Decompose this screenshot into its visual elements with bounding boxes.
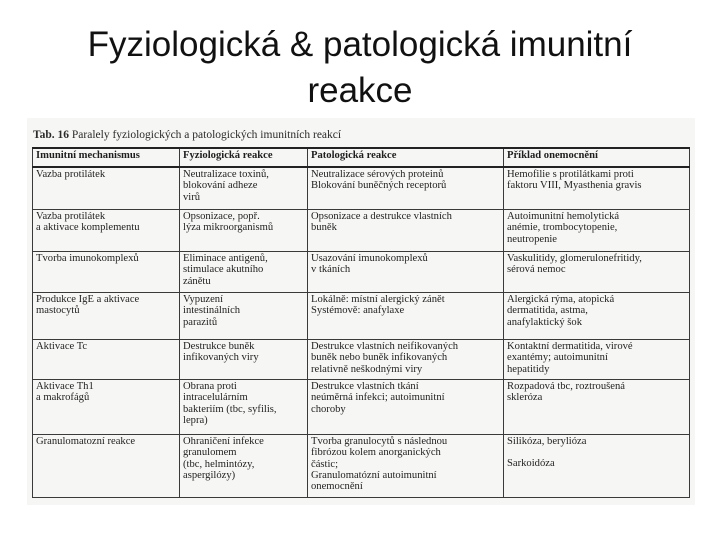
cell-pathological (308, 380, 504, 435)
cell-pathological (308, 210, 504, 252)
cell-line: exantémy; autoimunitní (507, 352, 608, 364)
cell-line: sérová nemoc (507, 264, 566, 276)
cell-line: skleróza (507, 392, 543, 404)
cell-mechanism (33, 210, 180, 252)
cell-line: Granulomatozní reakce (36, 436, 136, 447)
cell-line: mastocytů (36, 305, 80, 317)
table-row (33, 340, 690, 380)
cell-line: Vazba protilátek (36, 211, 106, 222)
cell-line: Lokálně: místní alergický zánět (311, 294, 445, 305)
cell-line: Tvorba granulocytů s následnou (311, 436, 448, 447)
cell-line: onemocnění (311, 481, 363, 493)
table-row (33, 293, 690, 340)
cell-example (504, 210, 690, 252)
cell-physiological (180, 167, 308, 210)
cell-mechanism (33, 167, 180, 210)
cell-example (504, 380, 690, 435)
cell-physiological (180, 435, 308, 498)
cell-line: buněk nebo buněk infikovaných (311, 352, 448, 364)
cell-line: Silikóza, berylióza (507, 436, 587, 447)
table-caption-text: Paralely fyziologických a patologických imunitních reakcí (71, 129, 342, 141)
cell-line: granulomem (183, 447, 237, 459)
cell-line: parazitů (183, 316, 218, 328)
cell-pathological (308, 435, 504, 498)
cell-line: buněk (311, 222, 337, 234)
cell-pathological (308, 167, 504, 210)
cell-line: anafylaktický šok (507, 316, 583, 328)
cell-line: Destrukce vlastních tkání (311, 381, 419, 392)
cell-line: relativně neškodnými viry (311, 363, 423, 375)
table-caption (33, 129, 341, 141)
cell-spacer (507, 447, 687, 458)
cell-physiological (180, 340, 308, 380)
cell-mechanism (33, 380, 180, 435)
cell-pathological (308, 252, 504, 293)
cell-example (504, 167, 690, 210)
header-mechanism: Imunitní mechanismus (33, 148, 180, 167)
cell-pathological (308, 293, 504, 340)
cell-line: infikovaných viry (183, 352, 259, 364)
cell-line: Kontaktní dermatitida, virové (507, 341, 633, 352)
cell-line: a makrofágů (36, 392, 90, 404)
cell-line: Autoimunitní hemolytická (507, 211, 620, 222)
scanned-table-image (27, 118, 695, 505)
cell-physiological (180, 252, 308, 293)
cell-physiological (180, 293, 308, 340)
table-row (33, 435, 690, 498)
header-example: Příklad onemocnění (504, 148, 690, 167)
cell-line: Blokování buněčných receptorů (311, 180, 447, 192)
cell-line: Ohraničení infekce (183, 436, 264, 447)
cell-line: neutropenie (507, 233, 558, 245)
cell-mechanism (33, 252, 180, 293)
cell-line: Vaskulitidy, glomerulonefritidy, (507, 253, 642, 264)
cell-line: Usazování imunokomplexů (311, 253, 428, 264)
cell-line: Neutralizace sérových proteinů (311, 169, 444, 180)
table-row (33, 380, 690, 435)
table-row (33, 167, 690, 210)
cell-line: lýza mikroorganismů (183, 222, 274, 234)
table-row (33, 210, 690, 252)
cell-line: fibrózou kolem anorganických (311, 447, 441, 459)
cell-example (504, 293, 690, 340)
cell-line: faktoru VIII, Myasthenia gravis (507, 180, 642, 192)
table-row (33, 252, 690, 293)
immune-reactions-table (32, 147, 690, 498)
header-physiological: Fyziologická reakce (180, 148, 308, 167)
cell-line: lepra) (183, 414, 208, 426)
cell-line: Rozpadová tbc, roztroušená (507, 381, 625, 392)
cell-example (504, 340, 690, 380)
cell-physiological (180, 380, 308, 435)
cell-mechanism (33, 293, 180, 340)
cell-line: virů (183, 191, 201, 203)
cell-mechanism (33, 340, 180, 380)
cell-line: hepatitidy (507, 363, 550, 375)
cell-example (504, 435, 690, 498)
cell-line: Destrukce buněk (183, 341, 255, 352)
cell-line: (tbc, helmintózy, (183, 458, 255, 470)
slide-title (40, 22, 680, 114)
cell-line: choroby (311, 403, 346, 415)
cell-pathological (308, 340, 504, 380)
table-header-row (33, 148, 690, 167)
cell-line: Produkce IgE a aktivace (36, 294, 140, 305)
cell-line: Opsonizace a destrukce vlastních (311, 211, 452, 222)
cell-line: Destrukce vlastních neifikovaných (311, 341, 459, 352)
cell-line: zánětu (183, 275, 211, 287)
cell-example (504, 252, 690, 293)
cell-line: Systémově: anafylaxe (311, 305, 405, 317)
cell-line: Hemofilie s protilátkami proti (507, 169, 634, 180)
cell-line: v tkáních (311, 264, 351, 276)
cell-line: Alergická rýma, atopická (507, 294, 615, 305)
cell-line: neúměrná infekci; autoimunitní (311, 392, 445, 404)
table-caption-label: Tab. 16 (33, 129, 70, 141)
cell-mechanism (33, 435, 180, 498)
header-pathological: Patologická reakce (308, 148, 504, 167)
cell-line: Aktivace Tc (36, 341, 88, 352)
cell-line: částic; (311, 458, 339, 470)
cell-line: Granulomatózní autoimunitní (311, 469, 437, 481)
cell-line: Aktivace Th1 (36, 381, 94, 392)
cell-line: anémie, trombocytopenie, (507, 222, 618, 234)
cell-line: Opsonizace, popř. (183, 211, 260, 222)
cell-line: Vypuzení (183, 294, 224, 305)
cell-line: intracelulárním (183, 392, 248, 404)
cell-physiological (180, 210, 308, 252)
cell-line: aspergilózy) (183, 469, 236, 481)
cell-line: bakteriím (tbc, syfilis, (183, 403, 277, 415)
cell-line: Vazba protilátek (36, 169, 106, 180)
cell-line: Eliminace antigenů, (183, 253, 268, 264)
cell-line: Tvorba imunokomplexů (36, 253, 139, 264)
cell-line: Neutralizace toxinů, (183, 169, 269, 180)
slide-title-text: Fyziologická & patologická imunitní reakce (87, 25, 633, 110)
cell-line: blokování adheze (183, 180, 258, 192)
cell-line: stimulace akutního (183, 264, 264, 276)
cell-line: dermatitida, astma, (507, 305, 588, 317)
cell-line: a aktivace komplementu (36, 222, 140, 234)
cell-line: Sarkoidóza (507, 458, 555, 470)
cell-line: Obrana proti (183, 381, 237, 392)
cell-line: intestinálních (183, 305, 241, 317)
